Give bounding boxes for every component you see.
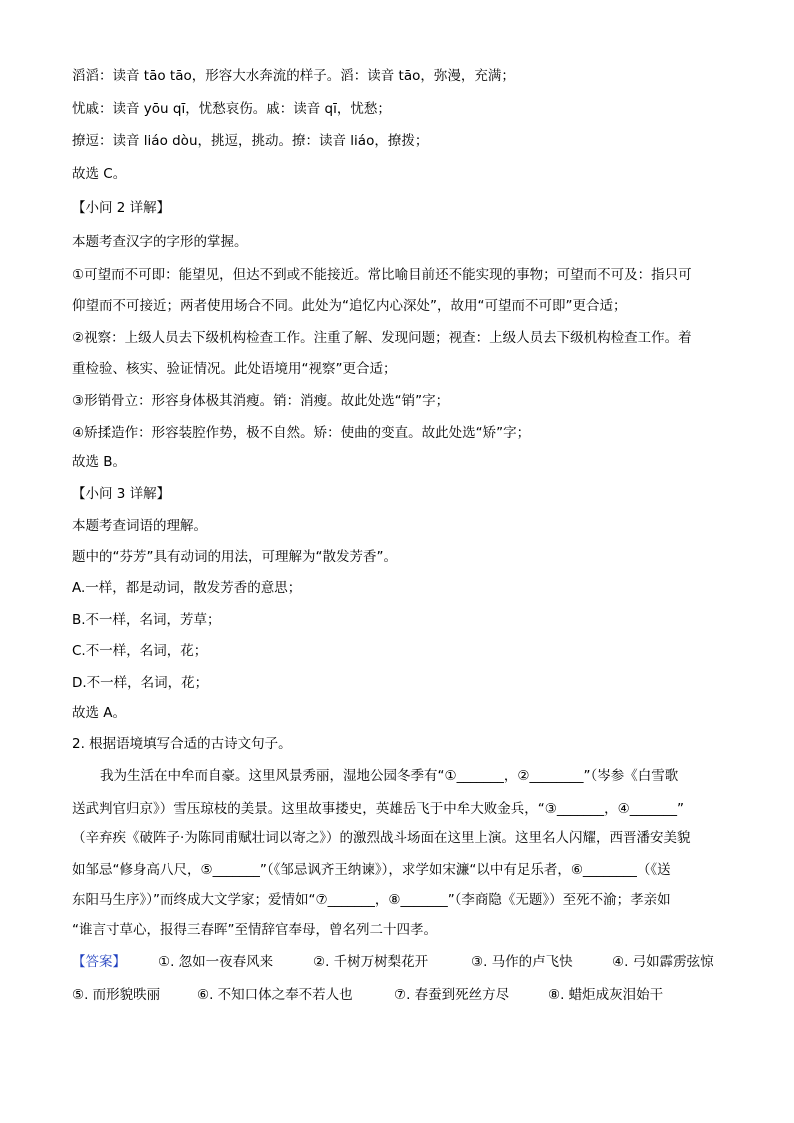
text-line: D.不一样，名词，花；: [72, 675, 209, 691]
answer-item: ④. 弓如霹雳弦惊: [612, 954, 714, 970]
text-line: 本题考查词语的理解。: [72, 518, 207, 534]
passage-line: “谁言寸草心，报得三春晖”至情辞官奉母，曾名列二十四孝。: [72, 922, 437, 938]
text-line: A.一样，都是动词，散发芳香的意思；: [72, 580, 302, 596]
question-title: 2. 根据语境填写合适的古诗文句子。: [72, 736, 292, 752]
answer-item: ①. 忽如一夜春风来: [158, 954, 274, 970]
passage-line: 我为生活在中牟而自豪。这里风景秀丽，湿地公园冬季有“①_______，②________”（岑参《白雪歌: [100, 768, 679, 784]
text-line: 仰望而不可接近；两者使用场合不同。此处为“追忆内心深处”，故用“可望而不可即”更合适；: [72, 298, 627, 314]
text-line: ②视察：上级人员去下级机构检查工作。注重了解、发现问题；视查：上级人员去下级机构检查工作。着: [72, 330, 692, 346]
answer-item: ⑤. 而形貌昳丽: [72, 987, 161, 1003]
text-line: 故选 A。: [72, 705, 127, 721]
section-heading: 【小问 2 详解】: [72, 200, 171, 216]
text-line: B.不一样，名词，芳草；: [72, 612, 221, 628]
text-line: 撩逗：读音 liáo dòu，挑逗，挑动。撩：读音 liáo，撩拨；: [72, 133, 429, 149]
text-line: ③形销骨立：形容身体极其消瘦。销：消瘦。故此处选“销”字；: [72, 393, 450, 409]
text-line: 故选 B。: [72, 454, 127, 470]
text-line: 滔滔：读音 tāo tāo，形容大水奔流的样子。滔：读音 tāo，弥漫，充满；: [72, 68, 515, 84]
passage-line: 东阳马生序》）”而终成大文学家；爱情如“⑦_______，⑧_______”（李商隐《无题》）至死不渝；孝亲如: [72, 892, 671, 908]
text-line: 重检验、核实、验证情况。此处语境用“视察”更合适；: [72, 361, 397, 377]
text-line: ④矫揉造作：形容装腔作势，极不自然。矫：使曲的变直。故此处选“矫”字；: [72, 425, 531, 441]
passage-line: （辛弃疾《破阵子·为陈同甫赋壮词以寄之》）的激烈战斗场面在这里上演。这里名人闪耀，西晋潘安美貌: [72, 830, 691, 846]
text-line: ①可望而不可即：能望见，但达不到或不能接近。常比喻目前还不能实现的事物；可望而不可及：指只可: [72, 267, 692, 283]
answer-row-1: [72, 952, 732, 972]
answer-item: ③. 马作的卢飞快: [471, 954, 573, 970]
passage-line: 如邹忌“修身高八尺，⑤_______”（《邹忌讽齐王纳谏》），求学如宋濂“以中有足乐者，⑥________（《送: [72, 862, 671, 878]
answer-item: ⑧. 蜡炬成灰泪始干: [548, 987, 664, 1003]
passage-line: 送武判官归京》）雪压琼枝的美景。这里故事搂史，英雄岳飞于中牟大败金兵，“③_______，④_______”: [72, 801, 684, 817]
answer-item: ⑦. 春蚕到死丝方尽: [394, 987, 510, 1003]
section-heading: 【小问 3 详解】: [72, 486, 171, 502]
text-line: 故选 C。: [72, 166, 127, 182]
answer-label: 【答案】: [72, 954, 126, 970]
answer-item: ⑥. 不知口体之奉不若人也: [197, 987, 353, 1003]
answer-row-2: [72, 985, 732, 1005]
answer-item: ②. 千树万树梨花开: [313, 954, 429, 970]
text-line: 忧戚：读音 yōu qī，忧愁哀伤。戚：读音 qī，忧愁；: [72, 101, 391, 117]
text-line: 题中的“芬芳”具有动词的用法，可理解为“散发芳香”。: [72, 549, 397, 565]
text-line: C.不一样，名词，花；: [72, 643, 208, 659]
text-line: 本题考查汉字的字形的掌握。: [72, 234, 248, 250]
